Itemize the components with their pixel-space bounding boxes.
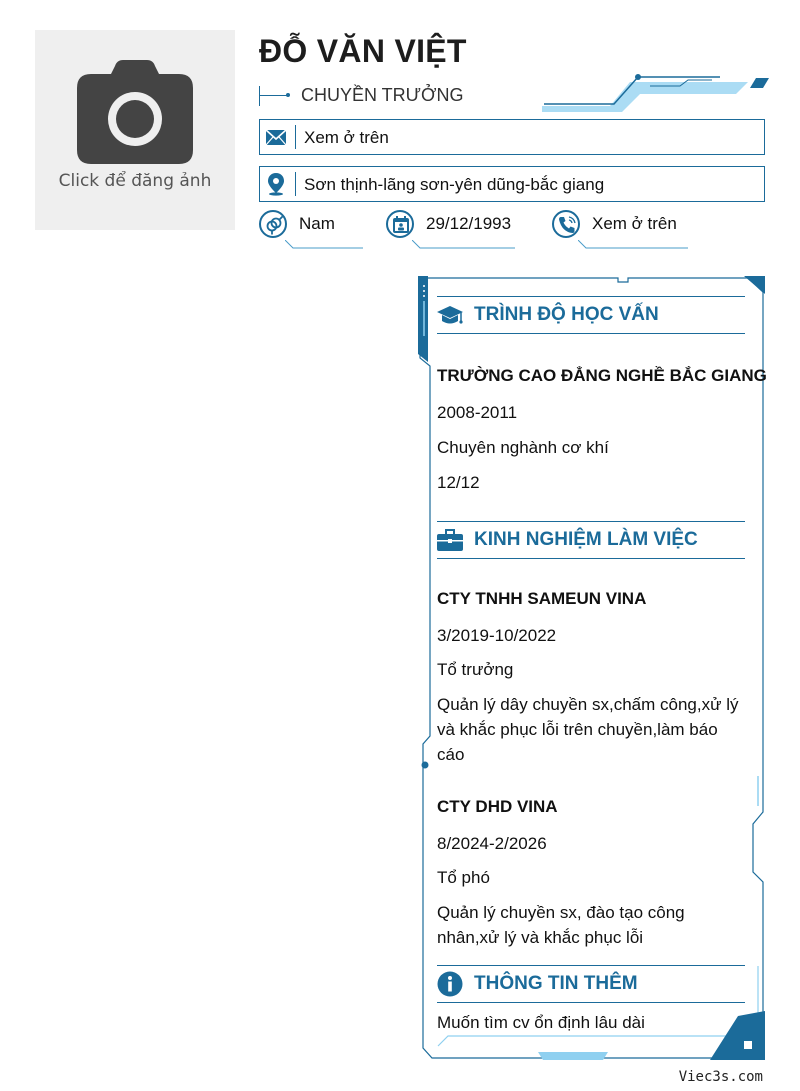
gender-item bbox=[259, 210, 369, 252]
school-name: TRƯỜNG CAO ĐẲNG NGHỀ BẮC GIANG bbox=[437, 366, 767, 385]
birthday-value: 29/12/1993 bbox=[426, 214, 512, 233]
photo-caption: Click để đăng ảnh bbox=[58, 171, 212, 191]
extra-info-section-header bbox=[437, 965, 745, 1003]
job-company: CTY TNHH SAMEUN VINA bbox=[437, 589, 647, 608]
address-field bbox=[259, 166, 765, 202]
experience-section-header bbox=[437, 521, 745, 559]
education-major: Chuyên nghành cơ khí bbox=[437, 438, 609, 457]
extra-info-heading: THÔNG TIN THÊM bbox=[474, 973, 638, 994]
job-position: Tổ phó bbox=[437, 868, 490, 887]
candidate-name: ĐỖ VĂN VIỆT bbox=[259, 33, 467, 69]
email-field bbox=[259, 119, 765, 155]
education-period: 2008-2011 bbox=[437, 403, 518, 422]
extra-info-text: Muốn tìm cv ổn định lâu dài bbox=[437, 1013, 645, 1032]
phone-item bbox=[552, 210, 692, 252]
address-value: Sơn thịnh-lãng sơn-yên dũng-bắc giang bbox=[304, 175, 605, 194]
gender-icon bbox=[264, 215, 284, 235]
location-pin-icon bbox=[264, 172, 288, 196]
avatar-upload[interactable] bbox=[35, 30, 235, 230]
job-title: CHUYỀN TRƯỞNG bbox=[301, 85, 464, 105]
education-heading: TRÌNH ĐỘ HỌC VẤN bbox=[474, 304, 659, 325]
birthday-item bbox=[386, 210, 521, 252]
job-position: Tổ trưởng bbox=[437, 660, 514, 679]
email-value: Xem ở trên bbox=[304, 128, 389, 147]
briefcase-icon bbox=[437, 527, 463, 553]
gender-value: Nam bbox=[299, 214, 335, 233]
camera-icon bbox=[75, 58, 195, 166]
education-grade: 12/12 bbox=[437, 473, 480, 492]
experience-heading: KINH NGHIỆM LÀM VIỆC bbox=[474, 529, 698, 550]
phone-value: Xem ở trên bbox=[592, 214, 677, 233]
education-section-header bbox=[437, 296, 745, 334]
job-period: 3/2019-10/2022 bbox=[437, 626, 557, 645]
envelope-icon bbox=[264, 125, 288, 149]
phone-icon bbox=[557, 215, 577, 235]
circuit-decoration bbox=[540, 74, 770, 114]
job-description: Quản lý chuyền sx, đào tạo công nhân,xử lý và khắc phục lỗi bbox=[437, 903, 685, 947]
site-brand: Viec3s.com bbox=[678, 1069, 763, 1085]
info-icon bbox=[437, 971, 463, 997]
graduation-cap-icon bbox=[437, 302, 463, 328]
job-period: 8/2024-2/2026 bbox=[437, 834, 547, 853]
calendar-icon bbox=[391, 215, 411, 235]
job-description: Quản lý dây chuyền sx,chấm công,xử lý và khắc phục lỗi trên chuyền,làm báo cáo bbox=[437, 695, 739, 764]
job-company: CTY DHD VINA bbox=[437, 797, 558, 816]
